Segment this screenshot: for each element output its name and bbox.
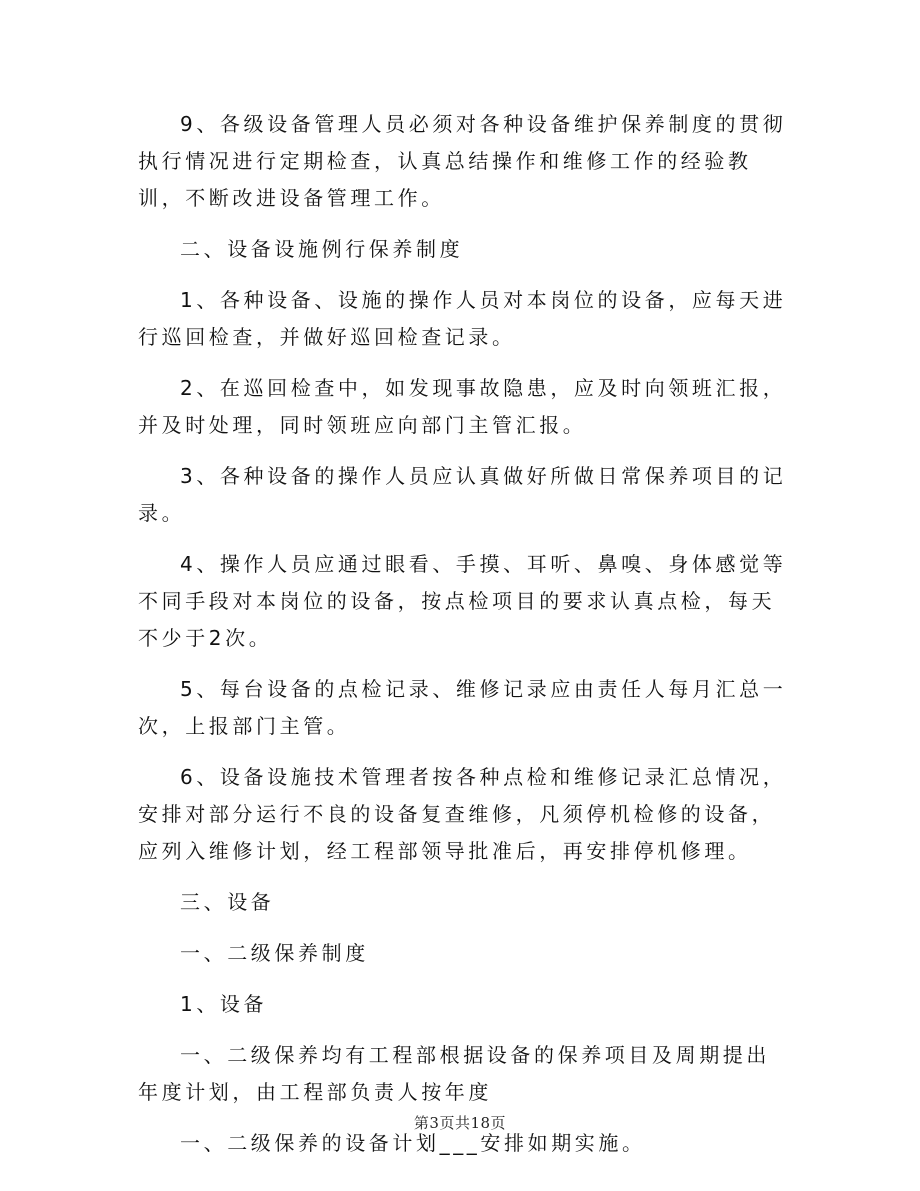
paragraph-4-point-inspection: 4、操作人员应通过眼看、手摸、耳听、鼻嗅、身体感觉等不同手段对本岗位的设备，按点检项目的要求认真点检，每天不少于2次。 <box>138 552 787 650</box>
paragraph-5-monthly-summary: 5、每台设备的点检记录、维修记录应由责任人每月汇总一次，上报部门主管。 <box>138 677 787 738</box>
subheading-equipment: 1、设备 <box>180 992 268 1016</box>
paragraph-9-equipment-inspection: 9、各级设备管理人员必须对各种设备维护保养制度的贯彻执行情况进行定期检查，认真总结操作和维修工作的经验教训，不断改进设备管理工作。 <box>138 112 787 210</box>
heading-equipment: 三、设备 <box>180 890 275 914</box>
document-body <box>0 106 920 1176</box>
paragraph-2-hazard-report: 2、在巡回检查中，如发现事故隐患，应及时向领班汇报，并及时处理，同时领班应向部门主管汇报。 <box>138 376 787 437</box>
paragraph-6-repair-plan: 6、设备设施技术管理者按各种点检和维修记录汇总情况，安排对部分运行不良的设备复查维修，凡须停机检修的设备，应列入维修计划，经工程部领导批准后，再安排停机修理。 <box>138 765 787 863</box>
page-number: 第3页共18页 <box>413 1114 507 1132</box>
paragraph-plan-implementation: 一、二级保养的设备计划___安排如期实施。 <box>180 1131 646 1155</box>
paragraph-annual-plan: 一、二级保养均有工程部根据设备的保养项目及周期提出年度计划，由工程部负责人按年度 <box>138 1043 770 1104</box>
paragraph-1-patrol-inspection: 1、各种设备、设施的操作人员对本岗位的设备，应每天进行巡回检查，并做好巡回检查记录。 <box>138 288 787 349</box>
heading-level-maintenance: 一、二级保养制度 <box>180 941 369 965</box>
heading-routine-maintenance: 二、设备设施例行保养制度 <box>180 237 464 261</box>
paragraph-3-daily-records: 3、各种设备的操作人员应认真做好所做日常保养项目的记录。 <box>138 464 787 525</box>
